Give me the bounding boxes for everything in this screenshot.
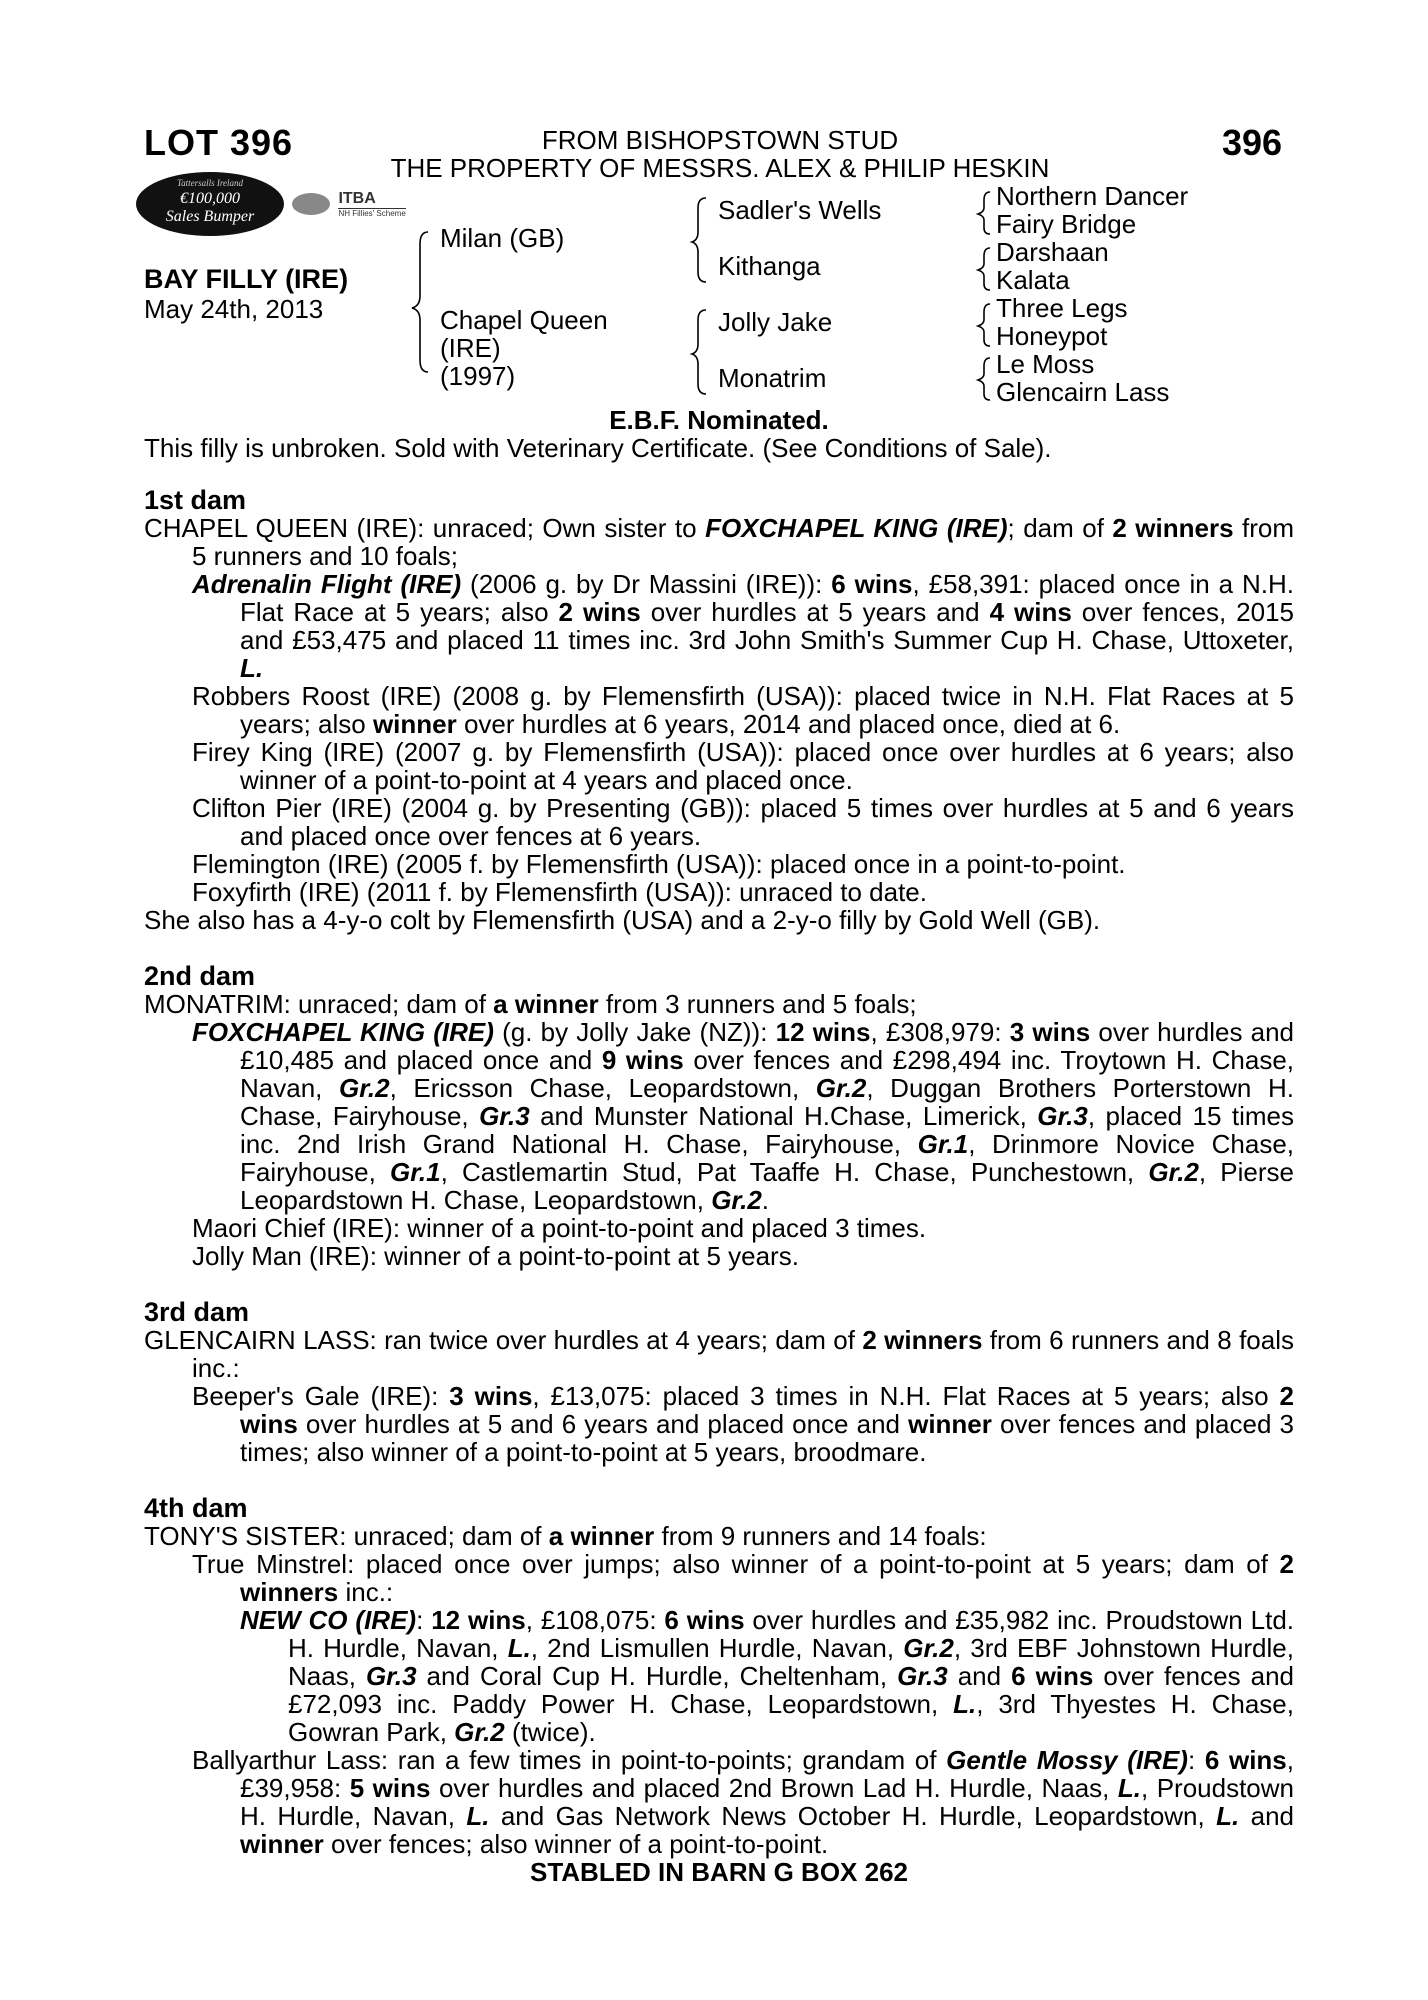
progeny-robbers-roost: Robbers Roost (IRE) (2008 g. by Flemensfirth (USA)): placed twice in N.H. Flat Races at 5 years; also winner over hurdles at 6 years, 2014 and placed once, died at 6. bbox=[192, 681, 1294, 739]
progeny-clifton-pier: Clifton Pier (IRE) (2004 g. by Presenting (GB)): placed 5 times over hurdles at 5 and 6 years and placed once over fences at 6 years. bbox=[192, 793, 1294, 851]
gen3-3: Darshaan bbox=[996, 237, 1109, 267]
progeny-maori-chief: Maori Chief (IRE): winner of a point-to-point and placed 3 times. bbox=[192, 1213, 927, 1243]
unbroken-note: This filly is unbroken. Sold with Veterinary Certificate. (See Conditions of Sale). bbox=[144, 433, 1052, 463]
gen3-2: Fairy Bridge bbox=[996, 209, 1137, 239]
progeny-flemington: Flemington (IRE) (2005 f. by Flemensfirth (USA)): placed once in a point-to-point. bbox=[192, 849, 1126, 879]
lot-label: LOT 396 bbox=[144, 122, 294, 163]
progeny-true-minstrel: True Minstrel: placed once over jumps; also winner of a point-to-point at 5 years; dam of 2 winners inc.: bbox=[192, 1549, 1294, 1607]
badge-amount: €100,000 bbox=[180, 190, 240, 207]
dam4-intro: TONY'S SISTER: unraced; dam of a winner from 9 runners and 14 foals: bbox=[144, 1521, 987, 1551]
dam1-also: She also has a 4-y-o colt by Flemensfirth (USA) and a 2-y-o filly by Gold Well (GB). bbox=[144, 905, 1101, 935]
dam-dam: Monatrim bbox=[718, 363, 827, 393]
itba-subtitle: NH Fillies' Scheme bbox=[338, 209, 406, 218]
lot-number: 396 bbox=[1222, 122, 1283, 163]
horse-name: BAY FILLY (IRE) bbox=[144, 264, 349, 294]
dam-line-3: (1997) bbox=[440, 361, 516, 391]
gen3-6: Honeypot bbox=[996, 321, 1108, 351]
progeny-ballyarthur-lass: Ballyarthur Lass: ran a few times in point-to-points; grandam of Gentle Mossy (IRE): 6 wins, £39,958: 5 wins over hurdles and placed 2nd Brown Lad H. Hurdle, Naas, L., Proudstown H. Hurdle, Navan, L. and Gas Network News October H. Hurdle, Leopardstown, L. and winner over fences; also winner of a point-to-point. bbox=[192, 1745, 1295, 1859]
itba-title: ITBA bbox=[338, 190, 405, 209]
stabled-note: STABLED IN BARN G BOX 262 bbox=[529, 1857, 908, 1887]
dam-line-2: (IRE) bbox=[440, 333, 501, 363]
dam1-intro: CHAPEL QUEEN (IRE): unraced; Own sister to FOXCHAPEL KING (IRE); dam of 2 winners from 5 runners and 10 foals; bbox=[144, 513, 1295, 571]
property-line: THE PROPERTY OF MESSRS. ALEX & PHILIP HESKIN bbox=[390, 153, 1050, 183]
dam-sire: Jolly Jake bbox=[718, 307, 833, 337]
ebf-note: E.B.F. Nominated. bbox=[609, 405, 829, 435]
progeny-beepers-gale: Beeper's Gale (IRE): 3 wins, £13,075: placed 3 times in N.H. Flat Races at 5 years; also 2 wins over hurdles at 5 and 6 years and placed once and winner over fences and placed 3 times; also winner of a point-to-point at 5 years, broodmare. bbox=[192, 1381, 1294, 1467]
gen3-7: Le Moss bbox=[996, 349, 1095, 379]
progeny-adrenalin-flight: Adrenalin Flight (IRE) (2006 g. by Dr Massini (IRE)): 6 wins, £58,391: placed once in a N.H. Flat Race at 5 years; also 2 wins over hurdles at 5 years and 4 wins over fences, 2015 and £53,475 and placed 11 times inc. 3rd John Smith's Summer Cup H. Chase, Uttoxeter, L. bbox=[192, 569, 1295, 683]
horse-dob: May 24th, 2013 bbox=[144, 294, 324, 324]
dam1-heading: 1st dam bbox=[144, 485, 247, 515]
pedigree-braces bbox=[0, 0, 1428, 420]
gen3-4: Kalata bbox=[996, 265, 1070, 295]
badge-name: Sales Bumper bbox=[165, 208, 255, 225]
dam3-heading: 3rd dam bbox=[144, 1297, 250, 1327]
sire-sire: Sadler's Wells bbox=[718, 195, 882, 225]
dam2-heading: 2nd dam bbox=[144, 961, 256, 991]
sire-dam: Kithanga bbox=[718, 251, 821, 281]
progeny-foxyfirth: Foxyfirth (IRE) (2011 f. by Flemensfirth (USA)): unraced to date. bbox=[192, 877, 927, 907]
progeny-new-co: NEW CO (IRE): 12 wins, £108,075: 6 wins over hurdles and £35,982 inc. Proudstown Ltd. H. Hurdle, Navan, L., 2nd Lismullen Hurdle, Navan, Gr.2, 3rd EBF Johnstown Hurdle, Naas, Gr.3 and Coral Cup H. Hurdle, Cheltenham, Gr.3 and 6 wins over fences and £72,093 inc. Paddy Power H. Chase, Leopardstown, L., 3rd Thyestes H. Chase, Gowran Park, Gr.2 (twice). bbox=[240, 1605, 1295, 1747]
gen3-5: Three Legs bbox=[996, 293, 1128, 323]
catalogue-body bbox=[144, 406, 1294, 1886]
gen3-1: Northern Dancer bbox=[996, 181, 1189, 211]
dam4-heading: 4th dam bbox=[144, 1493, 248, 1523]
badge-top-text: Tattersalls Ireland bbox=[176, 178, 244, 188]
dam-line-1: Chapel Queen bbox=[440, 305, 608, 335]
progeny-foxchapel-king: FOXCHAPEL KING (IRE) (g. by Jolly Jake (NZ)): 12 wins, £308,979: 3 wins over hurdles and £10,485 and placed once and 9 wins over fences and £298,494 inc. Troytown H. Chase, Navan, Gr.2, Ericsson Chase, Leopardstown, Gr.2, Duggan Brothers Porterstown H. Chase, Fairyhouse, Gr.3 and Munster National H.Chase, Limerick, Gr.3, placed 15 times inc. 2nd Irish Grand National H. Chase, Fairyhouse, Gr.1, Drinmore Novice Chase, Fairyhouse, Gr.1, Castlemartin Stud, Pat Taaffe H. Chase, Punchestown, Gr.2, Pierse Leopardstown H. Chase, Leopardstown, Gr.2. bbox=[192, 1017, 1295, 1215]
progeny-jolly-man: Jolly Man (IRE): winner of a point-to-point at 5 years. bbox=[192, 1241, 799, 1271]
gen3-8: Glencairn Lass bbox=[996, 377, 1170, 407]
vendor-line: FROM BISHOPSTOWN STUD bbox=[541, 125, 899, 155]
dam2-intro: MONATRIM: unraced; dam of a winner from 3 runners and 5 foals; bbox=[144, 989, 917, 1019]
sire: Milan (GB) bbox=[440, 223, 565, 253]
progeny-firey-king: Firey King (IRE) (2007 g. by Flemensfirth (USA)): placed once over hurdles at 6 years; also winner of a point-to-point at 4 years and placed once. bbox=[192, 737, 1294, 795]
dam3-intro: GLENCAIRN LASS: ran twice over hurdles at 4 years; dam of 2 winners from 6 runners and 8 foals inc.: bbox=[144, 1325, 1294, 1383]
